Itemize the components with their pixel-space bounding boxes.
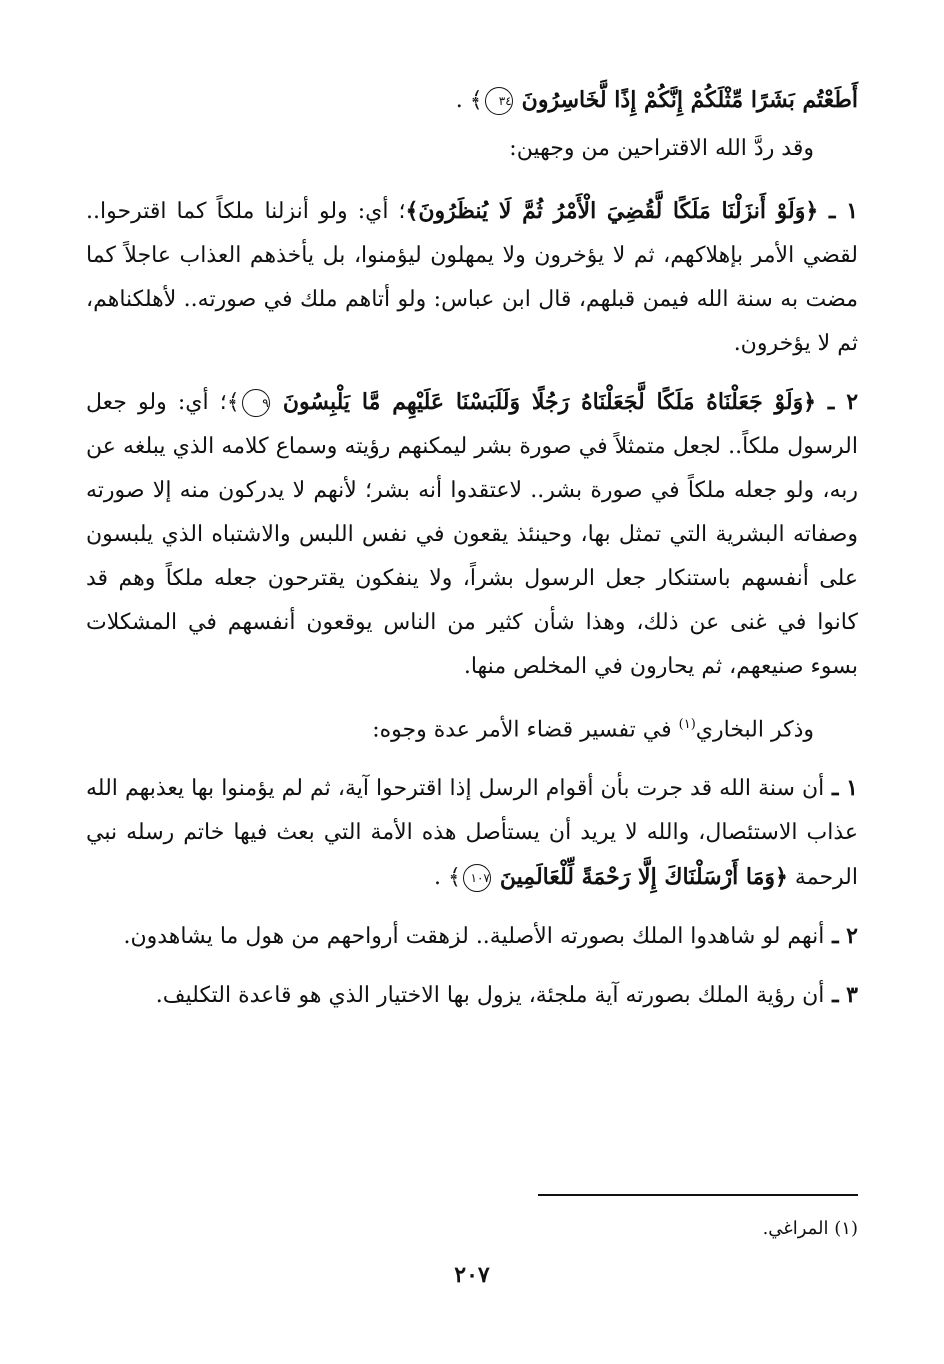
page-body (86, 78, 858, 1032)
quran-text: أَطَعْتُم بَشَرًا مِّثْلَكُمْ إِنَّكُمْ إِذًا لَّخَاسِرُونَ (521, 87, 858, 113)
paragraph-text: ؛ أي: ولو أنزلنا ملكاً كما اقترحوا.. لقضي الأمر بإهلاكهم، ثم لا يؤخرون ولا يمهلون ليؤمنوا، بل يأخذهم العذاب عاجلاً كما مضت به سنة الله فيمن قبلهم، قال ابن عباس: ولو أتاهم ملك في صورته.. لأهلكناهم، ثم لا يؤخرون. (86, 199, 858, 356)
point-1-paragraph (86, 189, 858, 366)
quran-text: ﴿وَلَوْ جَعَلْنَاهُ مَلَكًا لَّجَعَلْنَاهُ رَجُلًا وَلَلَبَسْنَا عَلَيْهِم مَّا يَلْبِسُونَ (282, 389, 817, 415)
paragraph-text: ﴾؛ أي: ولو جعل الرسول ملكاً.. لجعل متمثلاً في صورة بشر ليمكنهم رؤيته وسماع كلامه الذي يبلغه عن ربه، ولو جعله ملكاً في صورة بشر.. لاعتقدوا أنه بشر؛ لأنهم لا يدركون منه إلا صورته وصفاته البشرية التي تمثل بها، وحينئذ يقعون في نفس اللبس والاشتباه الذي يلبسون على أنفسهم باستنكار جعل الرسول بشراً، ولا ينفكون يقترحون جعله ملكاً وهم قد كانوا في غنى عن ذلك، وهذا شأن كثير من الناس يوقعون أنفسهم في المشكلات بسوء صنيعهم، ثم يحارون في المخلص منها. (86, 390, 858, 679)
paragraph-text: في تفسير قضاء الأمر عدة وجوه: (372, 717, 679, 743)
quran-text: ﴿وَمَا أَرْسَلْنَاكَ إِلَّا رَحْمَةً لِّلْعَالَمِينَ (499, 864, 788, 891)
point-number: ١ ـ (824, 775, 858, 802)
footnote-marker: (١) (834, 1218, 858, 1239)
reason-2-paragraph (86, 914, 858, 959)
footnote-divider (538, 1194, 858, 1196)
footnote-reference: (١) (678, 717, 696, 732)
paragraph-text: أنهم لو شاهدوا الملك بصورته الأصلية.. لزهقت أرواحهم من هول ما يشاهدون. (123, 924, 825, 950)
ayah-number-mark: ٣٤ (485, 87, 513, 115)
paragraph-text: وذكر البخاري (695, 717, 814, 743)
quran-text: ﴿وَلَوْ أَنزَلْنَا مَلَكًا لَّقُضِيَ الْأَمْرُ ثُمَّ لَا يُنظَرُونَ﴾ (405, 198, 819, 224)
intro-paragraph: وقد ردَّ الله الاقتراحين من وجهين: (509, 136, 814, 161)
point-number: ٢ ـ (824, 923, 858, 950)
point-number: ٢ ـ (816, 389, 859, 415)
page-number: ٢٠٧ (454, 1262, 490, 1288)
ayah-number-mark: ١٠٧ (463, 864, 491, 892)
reason-3-paragraph (86, 973, 858, 1018)
footnote (763, 1214, 858, 1244)
reason-1-paragraph (86, 766, 858, 900)
footnote-text: المراغي. (762, 1218, 829, 1239)
verse-close: ﴾ . (433, 865, 461, 891)
paragraph-text: أن سنة الله قد جرت بأن أقوام الرسل إذا اقترحوا آية، ثم لم يؤمنوا بها يعذبهم الله عذاب الاستئصال، والله لا يريد أن يستأصل هذه الأمة التي بعث فيها خاتم رسله نبي الرحمة (86, 776, 858, 891)
point-number: ١ ـ (818, 198, 859, 224)
point-number: ٣ ـ (824, 982, 858, 1009)
paragraph-text: أن رؤية الملك بصورته آية ملجئة، يزول بها الاختيار الذي هو قاعدة التكليف. (155, 983, 825, 1009)
point-2-paragraph (86, 380, 858, 689)
ayah-number-mark: ٩ (242, 389, 270, 417)
verse-continuation (86, 78, 858, 123)
bukhari-paragraph (86, 703, 858, 752)
verse-close: ﴾ . (455, 88, 483, 113)
